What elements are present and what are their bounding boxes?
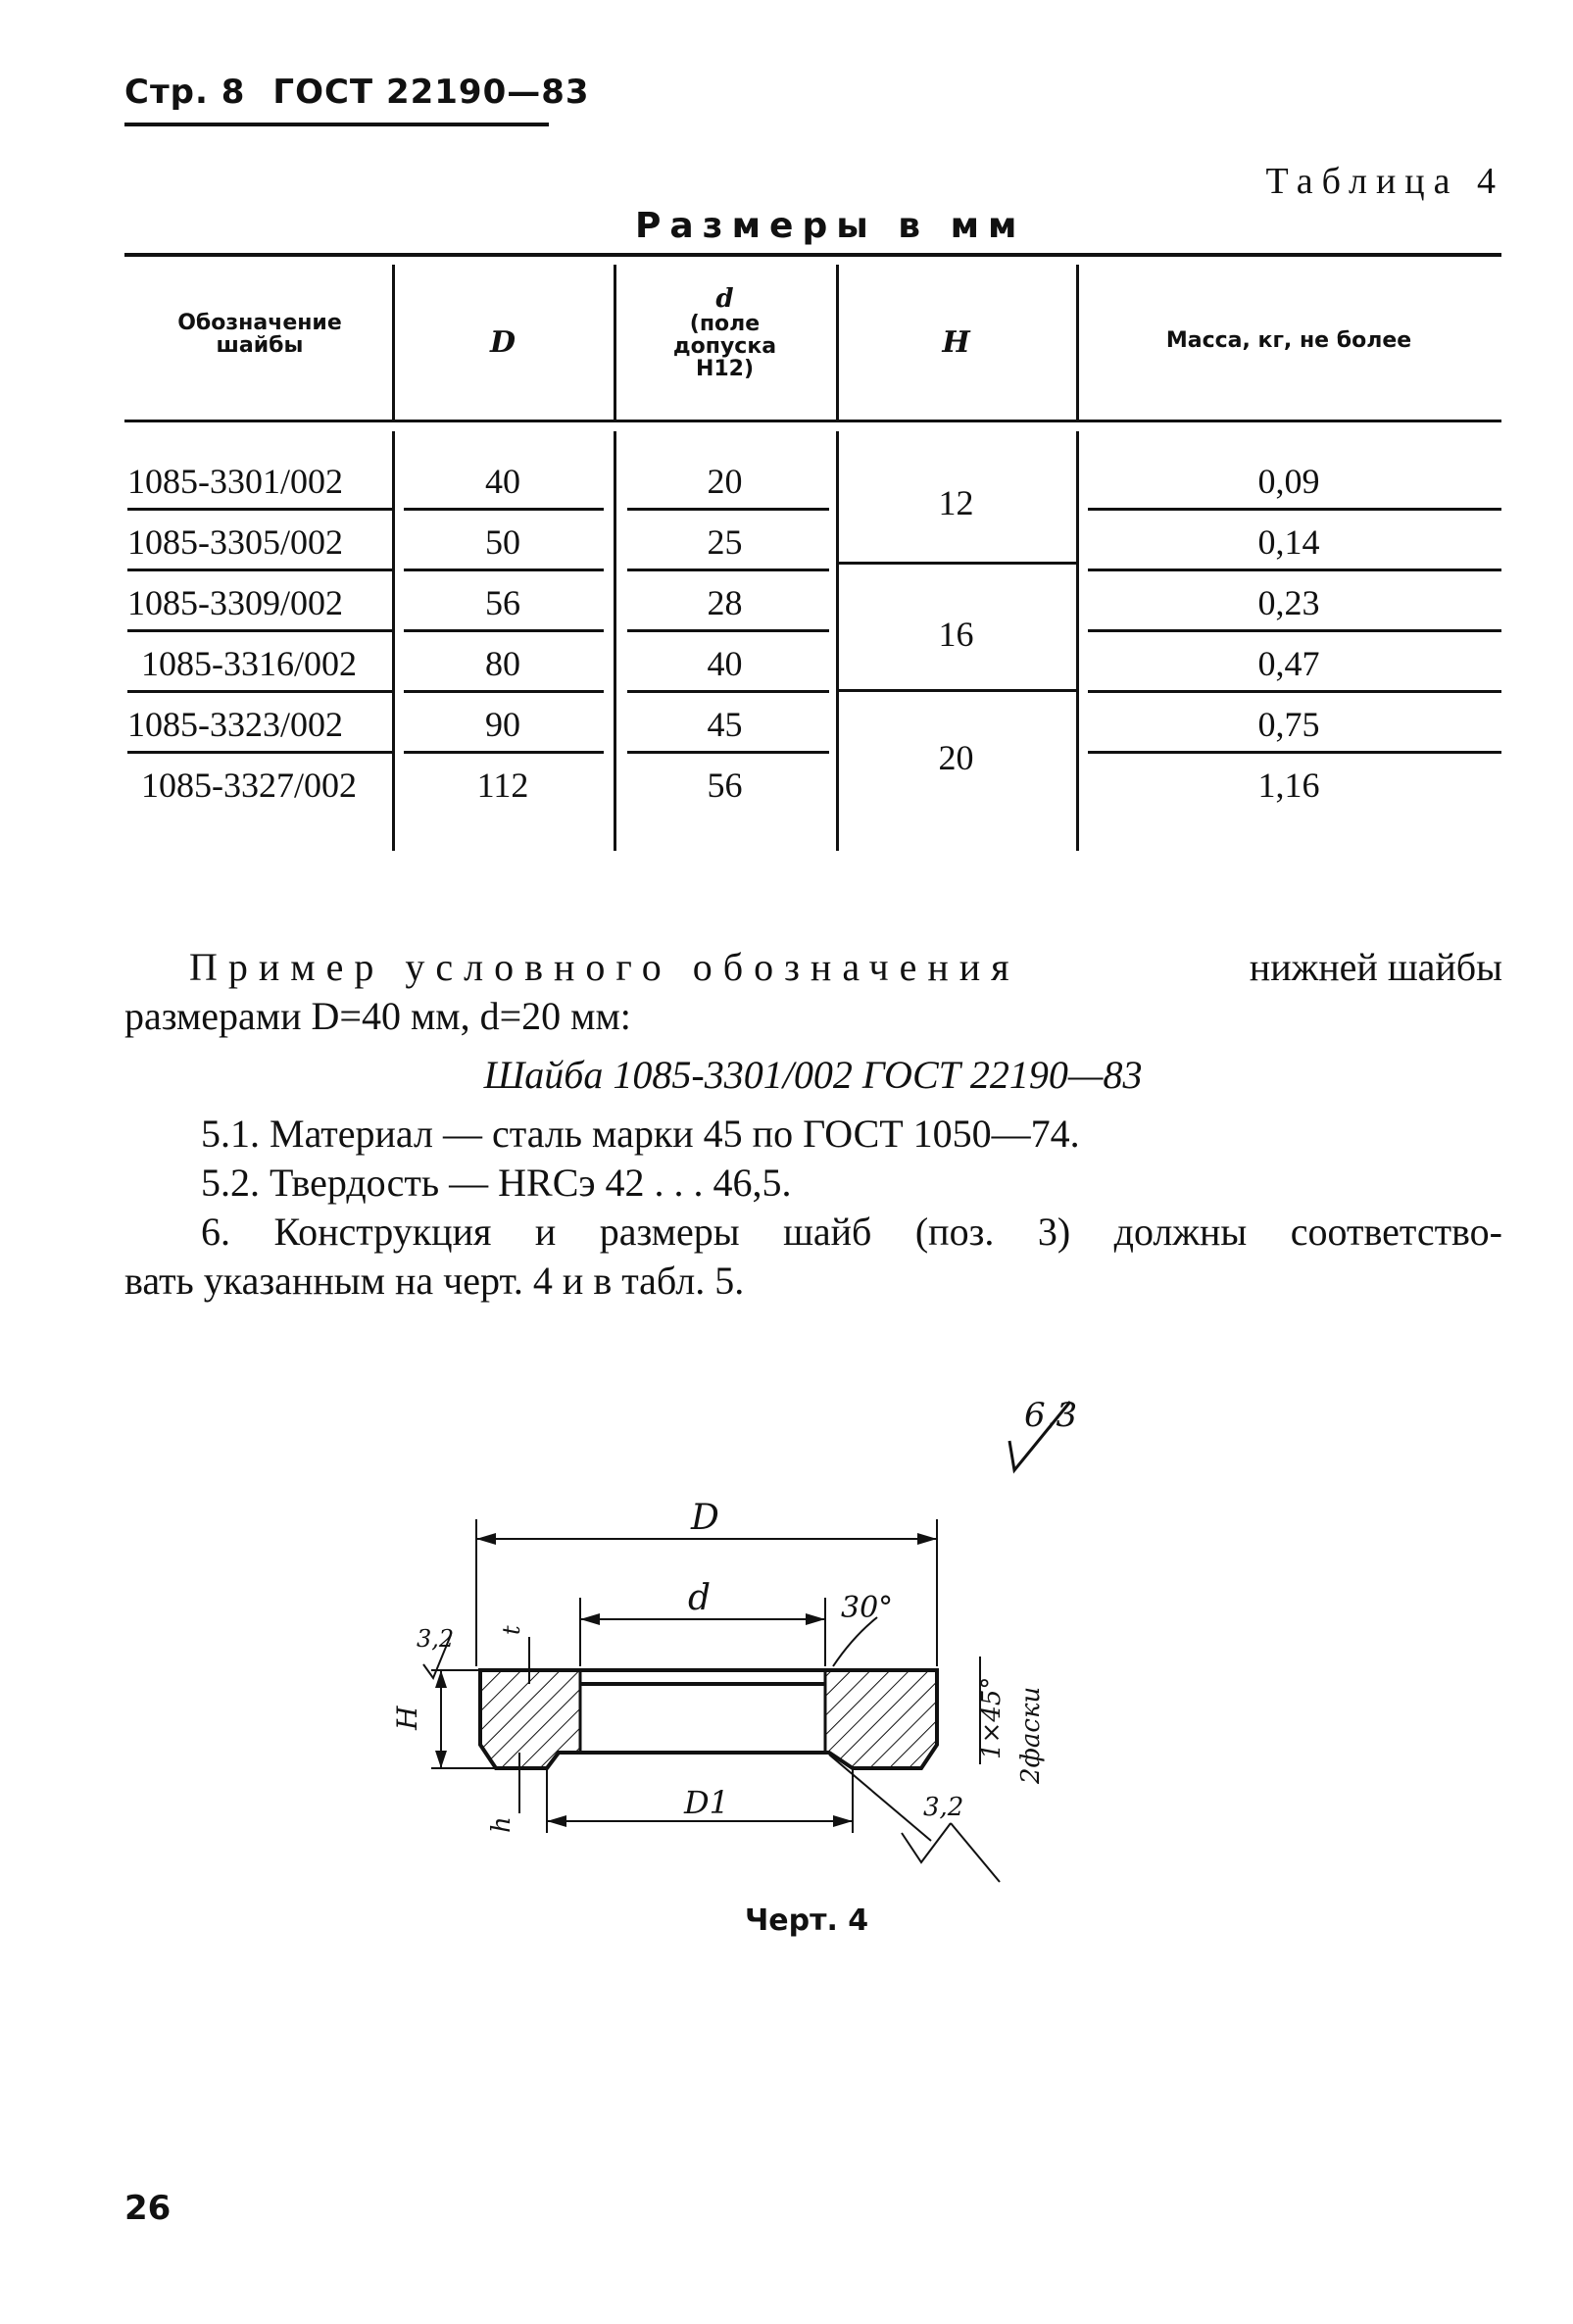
col-header-H: H (942, 325, 970, 360)
roughness-main-label: 6,3 (1024, 1396, 1078, 1435)
figure-caption: Черт. 4 (745, 1904, 869, 1938)
example-spaced-text: Пример условного обозначения (189, 945, 1020, 989)
col-header-text: H12) (695, 357, 755, 382)
row-rule (839, 689, 1076, 692)
col-header-text: d (715, 284, 734, 314)
cell-D: 80 (485, 644, 520, 683)
cell-mass: 0,47 (1257, 644, 1320, 683)
table-label: Таблица 4 (1265, 161, 1504, 202)
row-rule (404, 508, 604, 511)
clause-5-1: 5.1. Материал — сталь марки 45 по ГОСТ 1050—74. (201, 1112, 1080, 1156)
cell-designation: 1085-3327/002 (141, 766, 357, 805)
standard-ref: ГОСТ 22190—83 (272, 73, 590, 112)
cell-d: 56 (707, 766, 743, 805)
cell-H: 12 (938, 483, 974, 522)
cell-D: 90 (485, 705, 520, 744)
cell-designation: 1085-3316/002 (141, 644, 357, 683)
col-header-text: Обозначение (177, 311, 342, 335)
cell-mass: 1,16 (1257, 766, 1320, 805)
clause-6-line1: 6. Конструкция и размеры шайб (поз. 3) должны соответство- (201, 1210, 1502, 1254)
cell-d: 20 (707, 462, 743, 501)
cell-d: 25 (707, 522, 743, 562)
row-rule (404, 751, 604, 754)
row-rule (839, 562, 1076, 565)
cell-designation: 1085-3309/002 (127, 583, 343, 622)
row-rule (1088, 751, 1501, 754)
dim-t-label: t (498, 1625, 525, 1635)
chamfer-label: 1×45° (977, 1676, 1007, 1759)
row-rule (127, 569, 392, 571)
cell-H: 20 (938, 738, 974, 777)
row-rule (127, 629, 392, 632)
row-rule (404, 569, 604, 571)
example-rest-text: нижней шайбы (1249, 945, 1502, 989)
row-rule (627, 751, 829, 754)
row-rule (404, 629, 604, 632)
row-rule (1088, 629, 1501, 632)
example-designation: Шайба 1085-3301/002 ГОСТ 22190—83 (483, 1053, 1143, 1097)
col-header-D: D (489, 325, 516, 360)
cell-mass: 0,14 (1257, 522, 1320, 562)
col-header-mass: Масса, кг, не более (1165, 328, 1412, 353)
example-line2: размерами D=40 мм, d=20 мм: (124, 994, 631, 1038)
dim-H-label: H (391, 1706, 423, 1730)
chamfer-note: 2фаски (1016, 1686, 1046, 1784)
dim-d-label: d (688, 1578, 712, 1618)
cell-mass: 0,23 (1257, 583, 1320, 622)
table-top-rule (124, 253, 1501, 257)
dim-D-label: D (691, 1498, 719, 1538)
row-rule (127, 751, 392, 754)
page-header (124, 73, 590, 112)
roughness-right-label: 3,2 (923, 1793, 964, 1822)
cell-d: 45 (707, 705, 743, 744)
page-ref: Стр. 8 (124, 73, 246, 112)
row-rule (1088, 569, 1501, 571)
clause-6-line2: вать указанным на черт. 4 и в табл. 5. (124, 1259, 745, 1303)
row-rule (627, 690, 829, 693)
cell-mass: 0,75 (1257, 705, 1320, 744)
cell-D: 50 (485, 522, 520, 562)
cell-designation: 1085-3323/002 (127, 705, 343, 744)
row-rule (627, 508, 829, 511)
washer-drawing (372, 1372, 1078, 1960)
col-header-designation (147, 312, 372, 357)
cell-d: 28 (707, 583, 743, 622)
row-rule (627, 629, 829, 632)
cell-designation: 1085-3301/002 (127, 462, 343, 501)
row-rule (1088, 690, 1501, 693)
row-rule (127, 690, 392, 693)
cell-mass: 0,09 (1257, 462, 1320, 501)
row-rule (404, 690, 604, 693)
units-label: Размеры в мм (635, 206, 1026, 246)
col-header-text: шайбы (216, 333, 304, 359)
col-header-d (614, 286, 836, 381)
clause-5-2: 5.2. Твердость — HRCэ 42 . . . 46,5. (201, 1161, 792, 1205)
cell-D: 40 (485, 462, 520, 501)
dim-h-label: h (487, 1816, 516, 1833)
page-number: 26 (124, 2189, 172, 2228)
col-header-text: (поле (689, 312, 761, 337)
angle-label: 30° (841, 1591, 894, 1625)
cell-H: 16 (938, 615, 974, 654)
row-rule (1088, 508, 1501, 511)
col-header-text: допуска (672, 334, 777, 360)
cell-d: 40 (707, 644, 743, 683)
roughness-left-label: 3,2 (417, 1625, 455, 1653)
row-rule (127, 508, 392, 511)
row-rule (627, 569, 829, 571)
cell-D: 112 (476, 766, 529, 805)
header-rule (124, 123, 549, 126)
cell-designation: 1085-3305/002 (127, 522, 343, 562)
example-line1 (189, 943, 1502, 992)
table-header-rule (124, 420, 1501, 422)
cell-D: 56 (485, 583, 520, 622)
dim-D1-label: D1 (684, 1784, 730, 1821)
